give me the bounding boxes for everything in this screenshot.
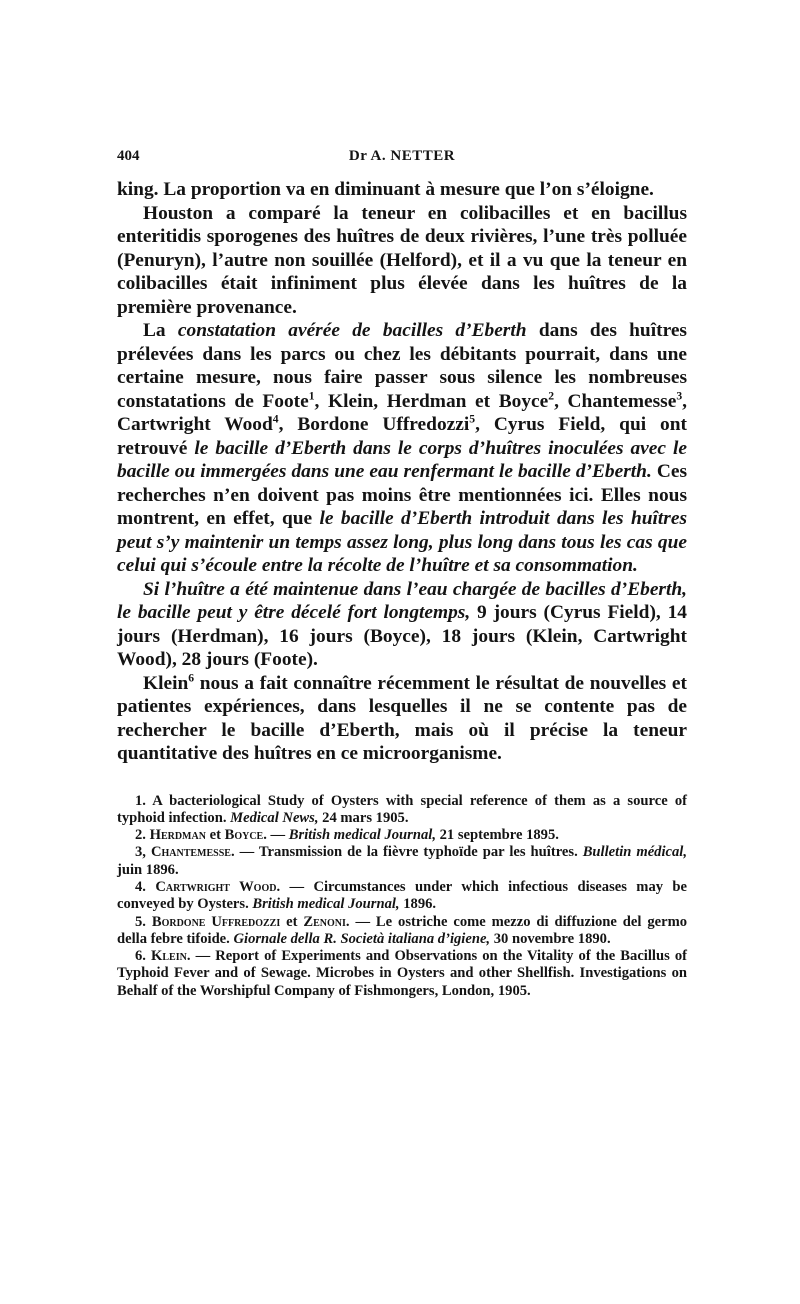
text-run: , Bordone Uffredozzi [278, 414, 470, 435]
footnote-author: Cartwright Wood [155, 878, 277, 895]
footnote-author: Boyce [224, 827, 264, 844]
footnote-ref[interactable]: 3 [676, 389, 683, 403]
footnote-author: Herdman [149, 827, 206, 844]
footnote-6 [117, 948, 687, 1000]
footnote-text: 21 septembre 1895. [435, 827, 559, 844]
footnote-journal: Medical News, [230, 809, 319, 826]
text-run: , Chantemesse [554, 390, 677, 412]
footnote-ref[interactable]: 6 [188, 671, 195, 685]
page-number: 404 [117, 148, 140, 164]
body-text [117, 178, 687, 766]
footnote-text: . — [263, 827, 289, 844]
footnote-journal: Bulletin médical, [582, 844, 688, 861]
footnote-journal: Giornale della R. Società italiana d’igiene, [233, 930, 491, 947]
page-header [117, 148, 687, 178]
footnote-num: 6. [135, 948, 152, 965]
text-run: , Cartwright Wood [117, 390, 687, 435]
footnote-journal: British medical Journal, [288, 827, 436, 844]
footnote-5 [117, 914, 687, 949]
footnote-text: . — Report of Experiments and Observations on the Vitality of the Bacillus of Typhoid Fever and of Sewage. Microbes in Oysters and other Shellfish. Investigations on Behalf of the Worshipful Company of Fishmongers, London, 1905. [117, 948, 688, 999]
italic-run: constatation avérée de bacilles d’Eberth [177, 320, 527, 341]
footnote-text: et [280, 913, 304, 930]
footnote-text: . — Transmission de la fièvre typhoïde par les huîtres. [230, 844, 583, 861]
italic-run: le bacille d’Eberth introduit dans les huîtres peut s’y maintenir un temps assez long, plus long dans tous les cas que celui qui s’écoule entre la récolte de l’huître et sa consommation. [117, 508, 687, 576]
footnote-num: 2. [135, 827, 150, 844]
footnote-text: 30 novembre 1890. [490, 930, 611, 947]
footnote-author: Bordone Uffredozzi [151, 913, 281, 930]
italic-run: le bacille d’Eberth dans le corps d’huîtres inoculées avec le bacille ou immergées dans une eau renfermant le bacille d’Eberth. [117, 437, 687, 482]
italic-run: Si l’huître a été maintenue dans l’eau chargée de bacilles d’Eberth, le bacille peut y être décelé fort longtemps, [117, 578, 687, 623]
footnote-text: et [205, 827, 225, 844]
footnote-num: 3, [135, 844, 151, 861]
text-run: Ces recherches n’en doivent pas moins être mentionnées ici. Elles nous montrent, en effet, que [117, 461, 687, 529]
paragraph-2: Houston a comparé la teneur en colibacilles et en bacillus enteritidis sporogenes des huîtres de deux rivières, l’une très polluée (Penuryn), l’autre non souillée (Helford), et il a vu que la teneur en colibacilles était infiniment plus élevée dans les huîtres de la première provenance. [117, 202, 687, 318]
footnote-author: Klein [151, 948, 187, 965]
paragraph-4 [117, 578, 687, 672]
footnote-text: . — Circumstances under which infectious diseases may be conveyed by Oysters. [117, 878, 688, 913]
footnote-ref[interactable]: 5 [469, 412, 476, 426]
paragraph-3 [117, 319, 687, 578]
footnote-num: 5. [135, 913, 152, 930]
footnote-author: Zenoni [303, 913, 346, 930]
footnote-journal: British medical Journal, [252, 896, 400, 913]
footnote-ref[interactable]: 2 [548, 389, 555, 403]
text-run: Klein [143, 672, 189, 694]
footnote-text: . — Le ostriche come mezzo di diffuzione del germo della febre tifoide. [117, 913, 688, 947]
text-run: dans des huîtres prélevées dans les parcs ou chez les débitants pourrait, dans une certaine mesure, nous faire passer sous silence les nombreuses constatations de Foote [117, 320, 687, 412]
footnote-ref[interactable]: 4 [272, 412, 279, 426]
paragraph-5 [117, 672, 687, 766]
footnote-num: 4. [135, 878, 156, 895]
footnote-3 [117, 844, 687, 879]
footnote-text: 1. A bacteriological Study of Oysters with special reference of them as a source of typhoid infection. [117, 792, 687, 826]
footnote-4 [117, 879, 687, 914]
footnote-text: 24 mars 1905. [318, 809, 409, 826]
text-run: , Klein, Herdman et Boyce [314, 390, 549, 412]
footnote-text: 1896. [399, 896, 437, 913]
running-head: Dr A. NETTER [348, 148, 456, 164]
footnote-author: Chantemesse [150, 844, 231, 861]
book-page [117, 148, 687, 1000]
text-run: 9 jours (Cyrus Field), 14 jours (Herdman), 16 jours (Boyce), 18 jours (Klein, Cartwright Wood), 28 jours (Foote). [117, 602, 687, 670]
text-run: nous a fait connaître récemment le résultat de nouvelles et patientes expériences, dans lesquelles il ne se contente pas de rechercher le bacille d’Eberth, mais où il précise la teneur quantitative des huîtres en ce microorganisme. [117, 672, 687, 764]
footnote-2 [117, 827, 687, 844]
text-run: La [143, 320, 178, 341]
footnotes [117, 793, 687, 1001]
text-run: , Cyrus Field, qui ont retrouvé [117, 414, 687, 459]
footnote-1 [117, 793, 687, 828]
footnote-ref[interactable]: 1 [308, 389, 315, 403]
footnote-text: juin 1896. [117, 861, 179, 878]
paragraph-1: king. La proportion va en diminuant à mesure que l’on s’éloigne. [117, 179, 654, 200]
